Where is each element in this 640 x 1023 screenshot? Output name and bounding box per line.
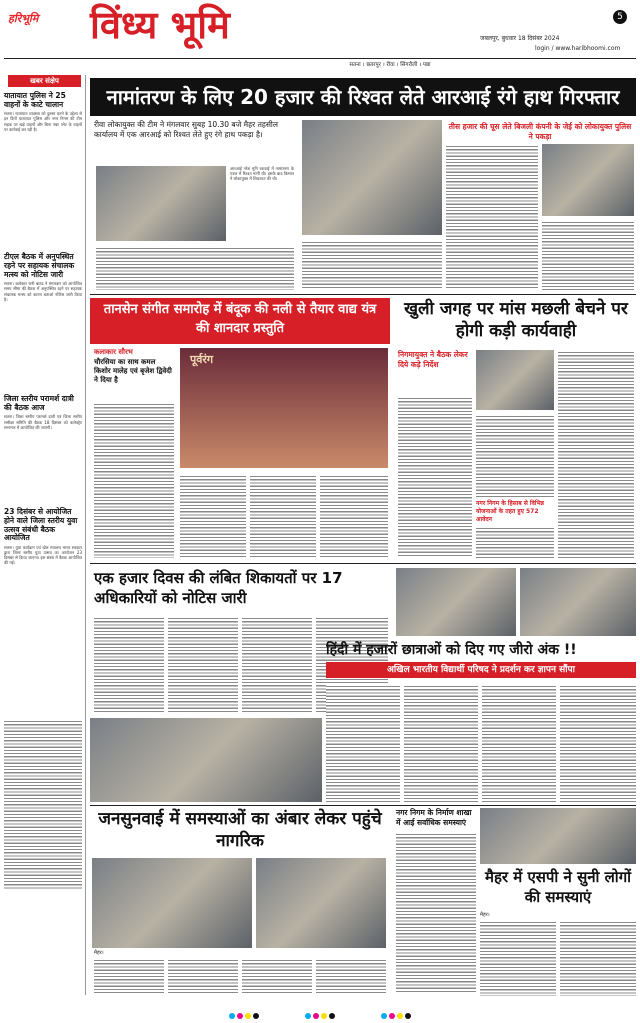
meat-body-text (476, 414, 554, 498)
sidebar-item (4, 395, 85, 504)
section-rule (90, 805, 636, 806)
lead-body-text (96, 246, 294, 290)
registration-dot (229, 1013, 235, 1019)
public-headline: जनसुनवाई में समस्याओं का अंबार लेकर पहुंचे नागरिक (98, 809, 382, 851)
maihar-body-text (480, 920, 556, 996)
students-protest-photo-1 (396, 568, 516, 636)
sidebar-item-headline: जिला स्तरीय परामर्श दात्री की बैठक आज (4, 394, 74, 412)
registration-dot (397, 1013, 403, 1019)
district-list: सतना । छतरपुर । रीवा । सिंगरौली । पन्ना (349, 62, 431, 68)
color-registration-marks (0, 1004, 640, 1014)
maihar-dateline: मैहर। (480, 912, 490, 918)
sidebar (4, 75, 86, 995)
pending-body-text (242, 616, 312, 714)
maihar-body-text (560, 920, 636, 996)
meat-photo (476, 350, 554, 410)
lead-headline: नामांतरण के लिए 20 हजार की रिश्वत लेते आरआई रंगे हाथ गिरफ्तार (90, 78, 636, 116)
sidebar-item-body: सतना। यातायात व्यवस्था को दुरुस्त करने के उद्देश्य से इन दिनों यातायात पुलिस और नगर निगम की टीम सड़क पर खड़े वाहनों और बिना नंबर प्लेट के वाहनों पर कार्रवाई कर रही है। (4, 111, 82, 132)
lead-story (90, 78, 636, 292)
zero-body-text (482, 684, 556, 802)
tansen-body-text (180, 474, 246, 558)
lead-subhead: रीवा लोकायुक्त की टीम ने मंगलवार सुबह 10.30 बजे मैहर तहसील कार्यालय में एक आरआई को रिश्वत लेते हुए रंगे हाथ पकड़ा है। (94, 120, 278, 139)
public-body-text (94, 958, 164, 994)
public-photo-1 (92, 858, 252, 948)
public-body-text (168, 958, 238, 994)
nagar-headline: नगर निगम के निर्माण शाखा में आई सर्वाधिक समस्याएं (396, 808, 472, 827)
nagar-body-text (396, 832, 476, 992)
maihar-sp-story (480, 808, 636, 998)
public-photo-2 (256, 858, 386, 948)
zero-body-text (560, 684, 636, 802)
lead-photo-jeep (542, 144, 634, 216)
sidebar-item-body: सतना। युवा कार्यक्रम एवं खेल मंत्रालय भारत सरकार द्वारा जिला स्तरीय युवा उत्सव का आयोजन 23 दिसंबर से किया जाएगा। इस संबंध में बैठक आयोजित की गई। (4, 544, 82, 566)
public-dateline: मैहर। (94, 950, 104, 956)
brand-logo: हरिभूमि (8, 12, 39, 25)
meat-story (396, 298, 636, 560)
tansen-headline: तानसेन संगीत समारोह में बंदूक की नली से तैयार वाद्य यंत्र की शानदार प्रस्तुति (90, 298, 390, 344)
registration-dot (253, 1013, 259, 1019)
meat-subhead-2: नगर निगम के हिसाब से विभिन्न योजनाओं के तहत हुए 572 आवेदन (476, 500, 544, 523)
page-number: 5 (613, 10, 627, 24)
tansen-body-text (320, 474, 388, 558)
tansen-body-text (94, 402, 174, 558)
pending-photo (90, 718, 322, 802)
nagar-nigam-story (396, 808, 476, 998)
pending-body-text (94, 616, 164, 714)
lead-photo-officer (96, 166, 226, 241)
sidebar-item (4, 92, 85, 249)
tansen-story (90, 298, 390, 560)
sidebar-item-headline: यातायात पुलिस ने 25 वाहनों के काटे चालान (4, 91, 66, 109)
registration-dot (313, 1013, 319, 1019)
tansen-banner-text: पूर्वरंग (190, 353, 214, 366)
meat-body-text (476, 526, 554, 558)
sidebar-item (4, 253, 85, 391)
tansen-byline: कलाकार सौरभ (94, 348, 133, 356)
maihar-photo (480, 808, 636, 864)
registration-dot (389, 1013, 395, 1019)
meat-headline: खुली जगह पर मांस मछली बेचने पर होगी कड़ी कार्यवाही (404, 299, 628, 341)
sidebar-item-body: सतना। कलेक्टर रानी बाटड ने मंगलवार को आयोजित समय सीमा की बैठक में अनुपस्थित रहने पर सहायक संचालक मत्स्य को कारण बताओ नोटिस जारी किया है। (4, 281, 82, 302)
registration-dot (245, 1013, 251, 1019)
pending-body-text (168, 616, 238, 714)
registration-dot (305, 1013, 311, 1019)
lead-body-text (542, 220, 634, 290)
registration-dot (381, 1013, 387, 1019)
registration-dot (329, 1013, 335, 1019)
lead-body-text (446, 144, 538, 290)
section-rule (90, 294, 636, 295)
sidebar-item-headline: 23 दिसंबर से आयोजित होने वाले जिला स्तरीय युवा उत्सव संबंधी बैठक आयोजित (4, 507, 78, 543)
lead-body-text (302, 240, 442, 290)
registration-dot (321, 1013, 327, 1019)
pending-headline: एक हजार दिवस की लंबित शिकायतों पर 17 अधिकारियों को नोटिस जारी (94, 569, 343, 607)
sidebar-item-headline: टीएल बैठक में अनुपस्थित रहने पर सहायक संचालक मत्स्य को नोटिस जारी (4, 252, 75, 279)
zero-body-text (326, 684, 400, 802)
lead-photo-group (302, 120, 442, 235)
meat-body-text (398, 396, 472, 558)
sidebar-item-body: सतना। जिला स्तरीय परामर्श दात्री एवं जिला स्तरीय समीक्षा समिति की बैठक 18 दिसंबर को कलेक्ट्रेट सभागार में आयोजित की जाएगी। (4, 414, 82, 430)
public-hearing-story (90, 808, 390, 998)
meat-body-text (558, 350, 634, 558)
tansen-body-text (250, 474, 316, 558)
district-strip (290, 60, 490, 71)
sidebar-filler-text (4, 719, 82, 889)
students-protest-photo-2 (520, 568, 636, 636)
website[interactable]: login / www.haribhoomi.com (535, 45, 621, 52)
registration-dot (405, 1013, 411, 1019)
zero-subhead: अखिल भारतीय विद्यार्थी परिषद ने प्रदर्शन कर ज्ञापन सौंपा (326, 662, 636, 678)
sidebar-label: खबर संक्षेप (8, 75, 81, 87)
maihar-headline: मैहर में एसपी ने सुनी लोगों की समस्याएं (484, 868, 632, 906)
public-body-text (316, 958, 386, 994)
zero-headline: हिंदी में हजारों छात्राओं को दिए गए जीरो अंक !! (326, 642, 577, 658)
zero-body-text (404, 684, 478, 802)
meat-subhead: निगमायुक्त ने बैठक लेकर दिये कड़े निर्देश (398, 350, 468, 369)
page-title: विंध्य भूमि (90, 3, 230, 47)
lead-photo-caption: आरआई नरेश मुनि रकवाई में नामांतरण के एवज में रिश्वत मांगी थी। इसके बाद किसान ने लोकायुक्त में शिकायत की थी। (230, 166, 294, 182)
masthead-rule (4, 58, 636, 59)
lead-subhead-right: तीस हजार की घूस लेते बिजली कंपनी के जेई को लोकायुक्त पुलिस ने पकड़ा (448, 122, 632, 141)
sidebar-item (4, 508, 85, 715)
registration-dot (237, 1013, 243, 1019)
tansen-subhead: चौरसिया का साथ कमल किशोर मालेह एवं बृजेश द्विवेदी ने दिया है (94, 358, 172, 384)
section-rule (90, 563, 636, 564)
masthead (0, 0, 640, 68)
dateline: जबलपुर, बुधवार 18 दिसंबर 2024 (480, 35, 560, 42)
public-body-text (242, 958, 312, 994)
